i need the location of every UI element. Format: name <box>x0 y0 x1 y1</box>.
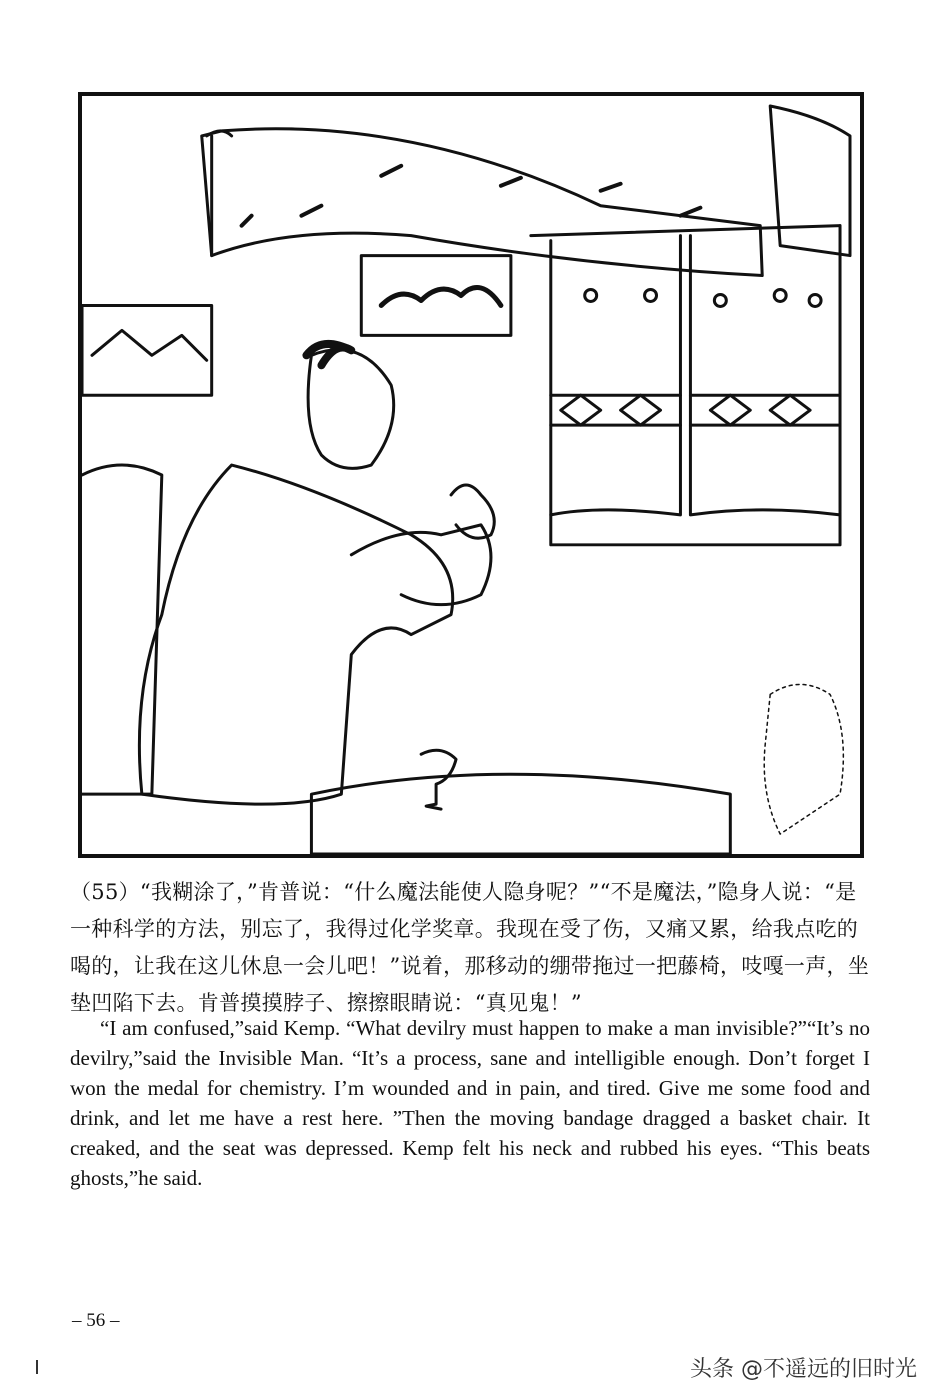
curtain-right <box>690 226 840 515</box>
illustration-kemp-room <box>78 92 864 858</box>
basket-chair <box>82 465 162 794</box>
caption-chinese-text: （55）“我糊涂了，”肯普说：“什么魔法能使人隐身呢？”“不是魔法，”隐身人说：“是一种科学的方法，别忘了，我得过化学奖章。我现在受了伤，又痛又累，给我点吃的喝的，让我在这儿休息一会儿吧！”说着，那移动的绷带拖过一把藤椅，吱嘎一声，坐垫凹陷下去。肯普摸摸脖子、擦擦眼睛说：“真见鬼！” <box>70 880 870 1015</box>
page-number: – 56 – <box>72 1310 120 1331</box>
caption-english <box>70 1013 870 1193</box>
background-figure <box>764 684 843 834</box>
curtain-rod <box>531 226 840 236</box>
ceiling-beam-right <box>770 106 850 256</box>
kemp-body <box>139 465 452 804</box>
caption-chinese <box>70 874 870 1022</box>
ceiling-beam-left <box>202 129 763 276</box>
watermark: 头条 @不遥远的旧时光 <box>690 1357 917 1382</box>
curtain-left <box>551 236 681 515</box>
table <box>311 774 730 854</box>
margin-mark <box>36 1360 38 1374</box>
caption-english-text: “I am confused,”said Kemp. “What devilry must happen to make a man invisible?”“It’s no devilry,”said the Invisible Man. “It’s a process, sane and intelligible enough. Don’t forget I won the medal for chemistry. I’m wounded and in pain, and tired. Give me some food and drink, and let me have a rest here. ”Then the moving bandage dragged a basket chair. It creaked, and the seat was depressed. Kemp felt his neck and rubbed his eyes. “This beats ghosts,”he said. <box>70 1016 870 1190</box>
ink-drawing <box>82 96 860 854</box>
wall-picture-center <box>361 256 511 336</box>
wine-glass <box>421 750 456 809</box>
